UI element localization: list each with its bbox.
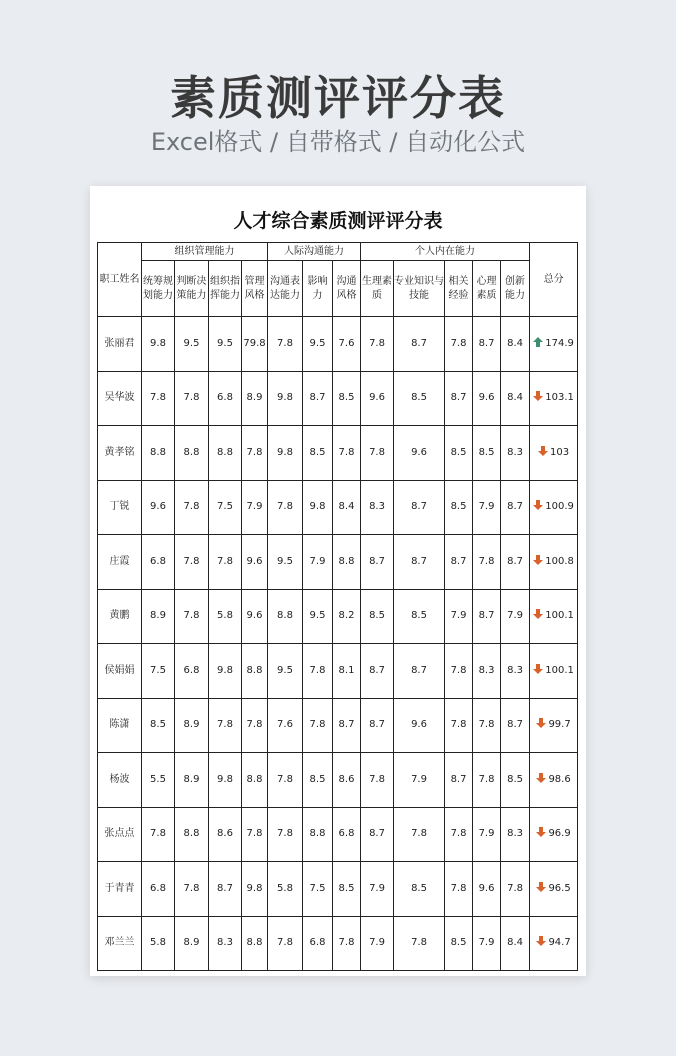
total-cell — [530, 916, 578, 971]
table-row — [98, 426, 578, 481]
score-cell: 5.8 — [142, 916, 175, 971]
column-header: 统筹规划能力 — [142, 261, 175, 317]
column-header: 生理素质 — [361, 261, 394, 317]
total-value: 98.6 — [548, 773, 571, 785]
score-cell: 7.9 — [242, 480, 268, 535]
score-cell: 9.5 — [175, 317, 209, 372]
total-cell — [530, 371, 578, 426]
score-cell: 7.8 — [445, 317, 473, 372]
score-cell: 9.5 — [209, 317, 242, 372]
employee-name-cell: 黄孝铭 — [98, 426, 142, 481]
group-header-personal: 个人内在能力 — [361, 243, 530, 261]
score-cell: 7.8 — [473, 535, 501, 590]
arrow-down-icon — [536, 718, 546, 728]
total-value: 94.7 — [548, 937, 571, 949]
score-cell: 7.8 — [361, 317, 394, 372]
employee-name-cell: 黄鹏 — [98, 589, 142, 644]
score-cell: 5.5 — [142, 753, 175, 808]
group-header-management: 组织管理能力 — [142, 243, 268, 261]
score-cell: 7.5 — [303, 862, 333, 917]
score-cell: 8.3 — [501, 807, 530, 862]
total-column-header: 总分 — [530, 243, 578, 317]
score-cell: 9.6 — [394, 426, 445, 481]
score-cell: 7.8 — [303, 644, 333, 699]
score-cell: 9.6 — [473, 371, 501, 426]
column-header: 创新能力 — [501, 261, 530, 317]
score-cell: 9.8 — [303, 480, 333, 535]
page-title: 素质测评评分表 — [170, 71, 506, 125]
score-cell: 7.8 — [394, 916, 445, 971]
name-column-header: 职工姓名 — [98, 243, 142, 317]
score-cell: 8.7 — [473, 589, 501, 644]
score-cell: 8.6 — [209, 807, 242, 862]
table-body — [98, 317, 578, 971]
table-row — [98, 807, 578, 862]
score-cell: 8.8 — [303, 807, 333, 862]
score-cell: 7.6 — [333, 317, 361, 372]
score-table — [97, 242, 578, 971]
score-cell: 8.8 — [209, 426, 242, 481]
total-value: 100.1 — [545, 664, 574, 676]
score-cell: 7.8 — [445, 807, 473, 862]
group-header-communication: 人际沟通能力 — [268, 243, 361, 261]
score-cell: 8.1 — [333, 644, 361, 699]
table-row — [98, 916, 578, 971]
score-cell: 8.7 — [394, 317, 445, 372]
score-cell: 8.8 — [142, 426, 175, 481]
total-value: 103 — [550, 446, 570, 458]
total-cell — [530, 480, 578, 535]
arrow-down-icon — [536, 827, 546, 837]
score-cell: 8.5 — [394, 862, 445, 917]
arrow-down-icon — [533, 664, 543, 674]
score-cell: 7.8 — [333, 916, 361, 971]
score-cell: 8.8 — [242, 753, 268, 808]
total-cell — [530, 862, 578, 917]
arrow-up-icon — [533, 337, 543, 347]
total-value: 96.9 — [548, 828, 571, 840]
score-cell: 9.5 — [303, 317, 333, 372]
score-cell: 8.5 — [333, 371, 361, 426]
score-cell: 8.7 — [445, 535, 473, 590]
score-cell: 9.6 — [142, 480, 175, 535]
score-cell: 9.5 — [268, 644, 303, 699]
score-cell: 7.9 — [473, 807, 501, 862]
score-cell: 8.3 — [209, 916, 242, 971]
score-cell: 9.6 — [242, 589, 268, 644]
score-cell: 8.7 — [303, 371, 333, 426]
column-header: 管理风格 — [242, 261, 268, 317]
score-cell: 79.8 — [242, 317, 268, 372]
arrow-down-icon — [533, 500, 543, 510]
score-cell: 7.8 — [303, 698, 333, 753]
score-cell: 8.4 — [501, 916, 530, 971]
total-value: 100.9 — [545, 501, 574, 513]
score-cell: 8.2 — [333, 589, 361, 644]
score-cell: 7.9 — [473, 480, 501, 535]
score-cell: 7.8 — [473, 698, 501, 753]
score-cell: 8.5 — [394, 371, 445, 426]
score-cell: 8.9 — [142, 589, 175, 644]
column-header: 判断决策能力 — [175, 261, 209, 317]
total-cell — [530, 698, 578, 753]
score-cell: 7.9 — [361, 916, 394, 971]
score-cell: 7.9 — [394, 753, 445, 808]
score-cell: 8.7 — [361, 535, 394, 590]
total-cell — [530, 426, 578, 481]
employee-name-cell: 于青青 — [98, 862, 142, 917]
score-cell: 8.7 — [473, 317, 501, 372]
total-value: 174.9 — [545, 337, 574, 349]
score-cell: 8.7 — [209, 862, 242, 917]
score-cell: 7.8 — [473, 753, 501, 808]
total-cell — [530, 807, 578, 862]
arrow-down-icon — [536, 773, 546, 783]
score-cell: 9.5 — [268, 535, 303, 590]
score-cell: 8.7 — [501, 480, 530, 535]
total-cell — [530, 589, 578, 644]
score-cell: 8.5 — [142, 698, 175, 753]
score-cell: 8.6 — [333, 753, 361, 808]
total-value: 96.5 — [548, 882, 571, 894]
employee-name-cell: 丁锐 — [98, 480, 142, 535]
arrow-down-icon — [533, 391, 543, 401]
score-cell: 7.8 — [175, 371, 209, 426]
score-cell: 8.3 — [473, 644, 501, 699]
column-header: 相关经验 — [445, 261, 473, 317]
score-cell: 6.8 — [142, 862, 175, 917]
score-cell: 7.9 — [361, 862, 394, 917]
score-cell: 7.8 — [394, 807, 445, 862]
score-cell: 8.5 — [445, 480, 473, 535]
score-cell: 7.8 — [142, 371, 175, 426]
score-cell: 8.5 — [445, 426, 473, 481]
score-cell: 8.5 — [501, 753, 530, 808]
score-cell: 8.8 — [175, 426, 209, 481]
score-cell: 7.9 — [501, 589, 530, 644]
column-header: 沟通表达能力 — [268, 261, 303, 317]
total-value: 99.7 — [548, 719, 571, 731]
score-cell: 9.6 — [394, 698, 445, 753]
score-cell: 8.7 — [501, 698, 530, 753]
column-header: 沟通风格 — [333, 261, 361, 317]
employee-name-cell: 吴华波 — [98, 371, 142, 426]
score-cell: 8.3 — [501, 426, 530, 481]
score-cell: 8.4 — [333, 480, 361, 535]
score-cell: 8.7 — [394, 644, 445, 699]
score-cell: 8.9 — [242, 371, 268, 426]
score-cell: 7.8 — [268, 317, 303, 372]
score-cell: 7.8 — [175, 480, 209, 535]
score-cell: 7.8 — [445, 644, 473, 699]
score-cell: 8.7 — [445, 371, 473, 426]
employee-name-cell: 庄霞 — [98, 535, 142, 590]
score-cell: 7.8 — [209, 698, 242, 753]
score-cell: 8.8 — [333, 535, 361, 590]
score-cell: 8.8 — [242, 916, 268, 971]
score-cell: 7.8 — [361, 426, 394, 481]
column-header-row — [98, 261, 578, 317]
score-cell: 7.8 — [175, 535, 209, 590]
score-cell: 9.6 — [242, 535, 268, 590]
arrow-down-icon — [536, 936, 546, 946]
score-cell: 8.7 — [394, 480, 445, 535]
score-cell: 9.6 — [361, 371, 394, 426]
total-cell — [530, 317, 578, 372]
employee-name-cell: 邓兰兰 — [98, 916, 142, 971]
score-cell: 6.8 — [303, 916, 333, 971]
score-cell: 8.7 — [361, 807, 394, 862]
score-cell: 7.8 — [333, 426, 361, 481]
sheet-title: 人才综合素质测评评分表 — [233, 210, 443, 232]
score-cell: 7.8 — [268, 916, 303, 971]
score-cell: 8.8 — [268, 589, 303, 644]
column-header: 影响力 — [303, 261, 333, 317]
score-cell: 8.7 — [445, 753, 473, 808]
score-cell: 8.8 — [175, 807, 209, 862]
column-header: 专业知识与技能 — [394, 261, 445, 317]
table-row — [98, 698, 578, 753]
score-cell: 8.7 — [361, 644, 394, 699]
score-cell: 7.9 — [445, 589, 473, 644]
table-row — [98, 862, 578, 917]
table-row — [98, 644, 578, 699]
score-cell: 7.5 — [142, 644, 175, 699]
score-cell: 8.5 — [473, 426, 501, 481]
score-cell: 8.7 — [501, 535, 530, 590]
employee-name-cell: 张丽君 — [98, 317, 142, 372]
score-cell: 7.9 — [303, 535, 333, 590]
employee-name-cell: 陈潇 — [98, 698, 142, 753]
score-cell: 9.8 — [209, 644, 242, 699]
score-cell: 6.8 — [333, 807, 361, 862]
group-header-row — [98, 243, 578, 261]
total-cell — [530, 535, 578, 590]
total-value: 100.8 — [545, 555, 574, 567]
table-row — [98, 371, 578, 426]
total-cell — [530, 753, 578, 808]
score-cell: 7.5 — [209, 480, 242, 535]
score-cell: 6.8 — [142, 535, 175, 590]
table-row — [98, 317, 578, 372]
score-cell: 5.8 — [209, 589, 242, 644]
score-cell: 9.8 — [268, 426, 303, 481]
score-cell: 7.8 — [142, 807, 175, 862]
score-cell: 6.8 — [209, 371, 242, 426]
table-row — [98, 535, 578, 590]
total-cell — [530, 644, 578, 699]
score-cell: 7.8 — [175, 589, 209, 644]
score-cell: 8.4 — [501, 371, 530, 426]
score-cell: 9.8 — [209, 753, 242, 808]
score-cell: 7.8 — [268, 807, 303, 862]
score-cell: 8.3 — [361, 480, 394, 535]
score-cell: 7.8 — [209, 535, 242, 590]
table-row — [98, 480, 578, 535]
score-cell: 8.7 — [361, 698, 394, 753]
score-cell: 8.5 — [394, 589, 445, 644]
employee-name-cell: 张点点 — [98, 807, 142, 862]
spreadsheet-preview — [90, 186, 586, 976]
score-cell: 7.8 — [361, 753, 394, 808]
score-cell: 5.8 — [268, 862, 303, 917]
score-cell: 7.8 — [445, 862, 473, 917]
score-cell: 8.5 — [333, 862, 361, 917]
score-cell: 8.7 — [333, 698, 361, 753]
score-cell: 8.9 — [175, 916, 209, 971]
table-row — [98, 589, 578, 644]
score-cell: 8.8 — [242, 644, 268, 699]
score-cell: 8.5 — [303, 426, 333, 481]
score-cell: 7.8 — [268, 480, 303, 535]
score-cell: 7.8 — [242, 807, 268, 862]
table-row — [98, 753, 578, 808]
score-cell: 7.6 — [268, 698, 303, 753]
score-cell: 7.9 — [473, 916, 501, 971]
score-cell: 8.9 — [175, 753, 209, 808]
score-cell: 8.5 — [361, 589, 394, 644]
score-cell: 7.8 — [445, 698, 473, 753]
column-header: 组织指挥能力 — [209, 261, 242, 317]
score-cell: 8.9 — [175, 698, 209, 753]
score-cell: 8.7 — [394, 535, 445, 590]
score-cell: 7.8 — [242, 426, 268, 481]
arrow-down-icon — [536, 882, 546, 892]
score-cell: 8.5 — [445, 916, 473, 971]
score-cell: 8.5 — [303, 753, 333, 808]
score-cell: 9.8 — [142, 317, 175, 372]
page-subtitle: Excel格式 / 自带格式 / 自动化公式 — [150, 128, 526, 156]
score-cell: 7.8 — [242, 698, 268, 753]
arrow-down-icon — [533, 555, 543, 565]
score-cell: 9.6 — [473, 862, 501, 917]
arrow-down-icon — [533, 609, 543, 619]
employee-name-cell: 杨波 — [98, 753, 142, 808]
score-cell: 9.5 — [303, 589, 333, 644]
score-cell: 9.8 — [268, 371, 303, 426]
total-value: 103.1 — [545, 392, 574, 404]
score-cell: 7.8 — [501, 862, 530, 917]
score-cell: 7.8 — [175, 862, 209, 917]
score-cell: 6.8 — [175, 644, 209, 699]
column-header: 心理素质 — [473, 261, 501, 317]
score-cell: 8.4 — [501, 317, 530, 372]
score-cell: 9.8 — [242, 862, 268, 917]
total-value: 100.1 — [545, 610, 574, 622]
score-cell: 7.8 — [268, 753, 303, 808]
employee-name-cell: 侯娟娟 — [98, 644, 142, 699]
arrow-down-icon — [538, 446, 548, 456]
score-cell: 8.3 — [501, 644, 530, 699]
